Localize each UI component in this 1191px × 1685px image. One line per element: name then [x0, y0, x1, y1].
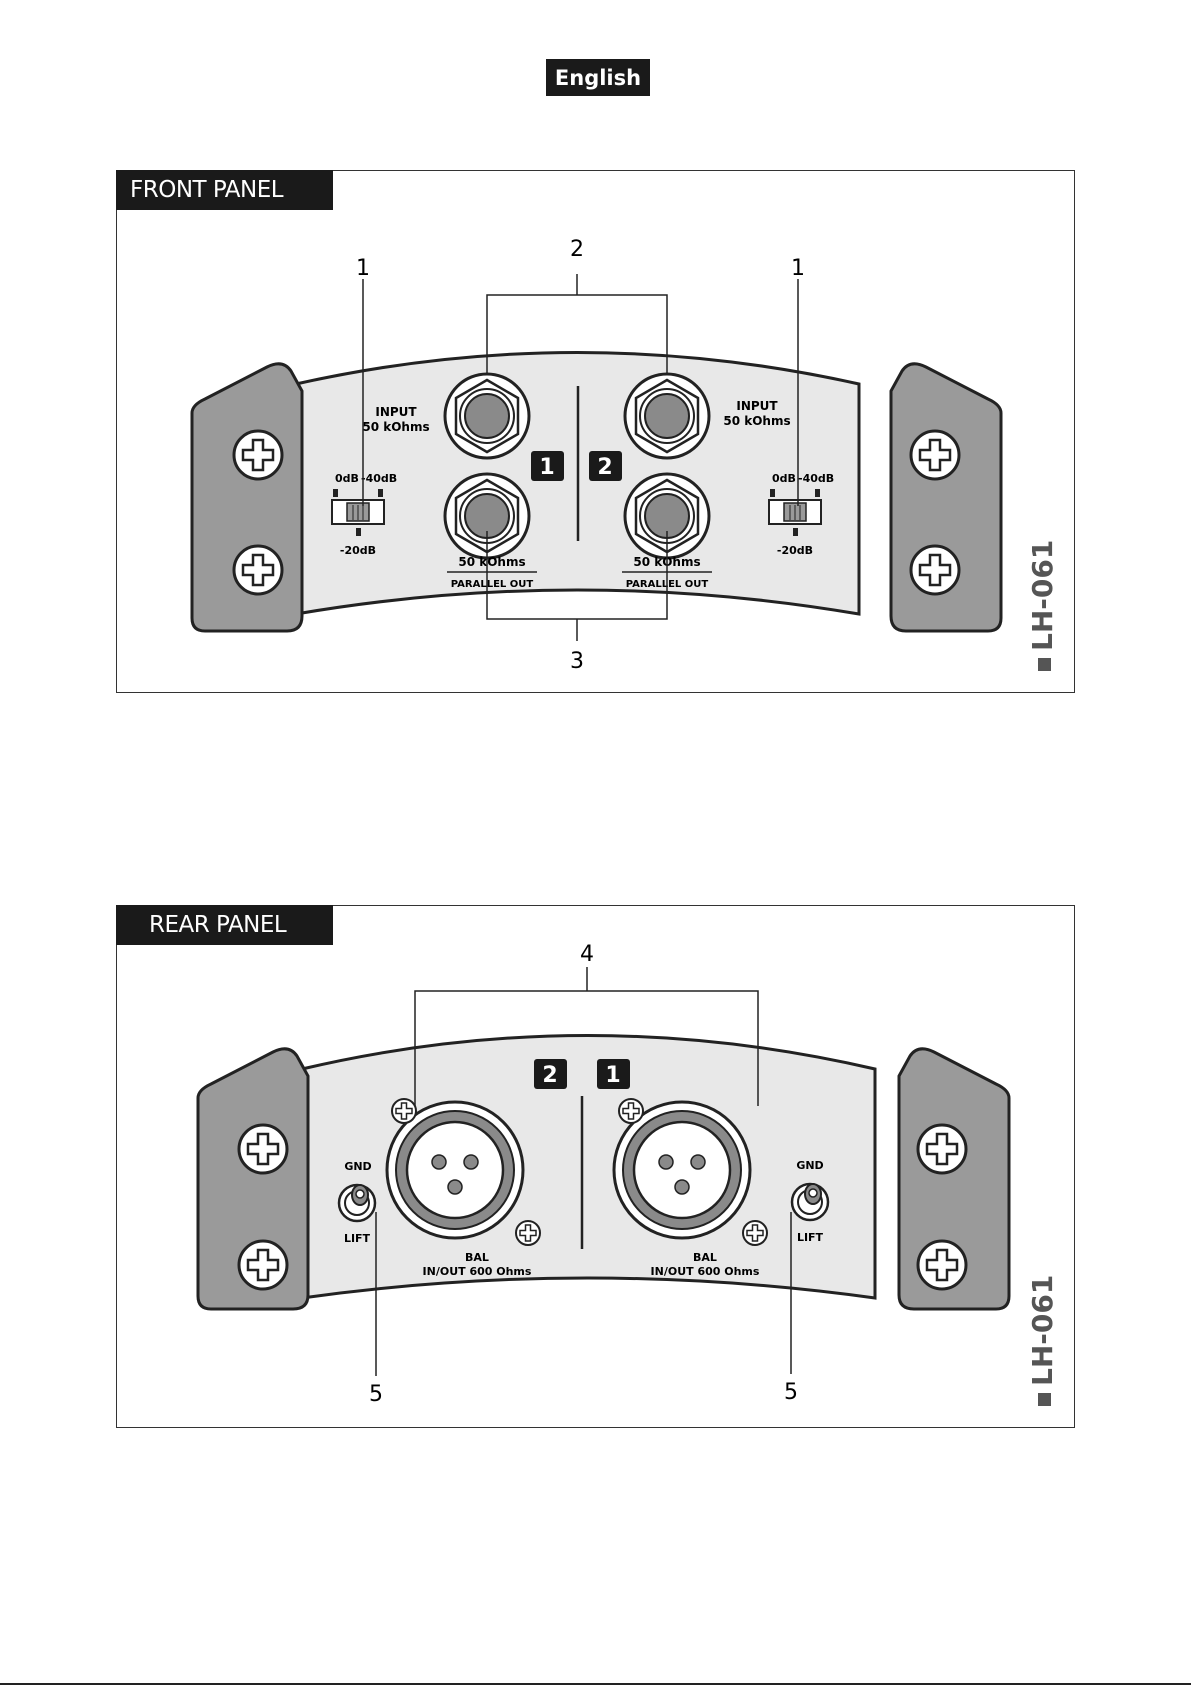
rear-screw-icon [239, 1125, 287, 1173]
parallel-out-label-right: PARALLEL OUT [625, 579, 709, 590]
input-label-left: INPUT [375, 405, 417, 419]
front-panel-title: FRONT PANEL [116, 170, 333, 210]
input-impedance-right: 50 kOhms [723, 414, 791, 428]
input-jack-1 [445, 374, 529, 458]
gnd-label-right: GND [796, 1159, 824, 1172]
pad-20db-right: -20dB [776, 544, 814, 557]
callout-1-right: 1 [791, 256, 805, 281]
gnd-lift-switch-right [792, 1184, 828, 1220]
front-screw-icon [234, 546, 282, 594]
front-panel-drawing [117, 171, 1076, 694]
pad-40db-left: -40dB [361, 472, 398, 485]
gnd-label-left: GND [344, 1160, 372, 1173]
rear-screw-icon [239, 1241, 287, 1289]
rear-panel-title: REAR PANEL [116, 905, 333, 945]
input-impedance-left: 50 kOhms [362, 420, 430, 434]
rear-screw-icon [918, 1125, 966, 1173]
callout-5-left: 5 [369, 1382, 383, 1407]
xlr-screw-icon [516, 1221, 540, 1245]
front-screw-icon [234, 431, 282, 479]
callout-2: 2 [570, 237, 584, 262]
rear-channel-2-badge: 2 [542, 1063, 558, 1088]
input-label-right: INPUT [736, 399, 778, 413]
callout-5-right: 5 [784, 1380, 798, 1405]
bal-label-right: BAL [693, 1251, 717, 1264]
pad-0db-left: 0dB [335, 472, 359, 485]
xlr-screw-icon [392, 1099, 416, 1123]
parallel-out-label-left: PARALLEL OUT [450, 579, 534, 590]
language-badge: English [546, 59, 650, 96]
rear-panel-figure [116, 905, 1075, 1428]
lift-label-right: LIFT [796, 1231, 824, 1244]
pad-20db-left: -20dB [339, 544, 377, 557]
pad-40db-right: -40dB [798, 472, 835, 485]
callout-3: 3 [570, 649, 584, 674]
rear-channel-1-badge: 1 [605, 1063, 621, 1088]
bal-label-left: BAL [465, 1251, 489, 1264]
pad-0db-right: 0dB [772, 472, 796, 485]
front-channel-2-badge: 2 [597, 455, 613, 480]
out-impedance-left: 50 kOhms [458, 555, 526, 569]
bal-sub-left: IN/OUT 600 Ohms [422, 1265, 532, 1278]
rear-screw-icon [918, 1241, 966, 1289]
gnd-lift-switch-left [339, 1185, 375, 1221]
front-screw-icon [911, 431, 959, 479]
out-impedance-right: 50 kOhms [633, 555, 701, 569]
rear-panel-drawing [117, 906, 1076, 1429]
front-channel-1-badge: 1 [539, 455, 555, 480]
lift-label-left: LIFT [343, 1232, 371, 1245]
front-screw-icon [911, 546, 959, 594]
front-model-label: LH-061 [1026, 539, 1059, 651]
callout-4: 4 [580, 942, 594, 967]
rear-model-label: LH-061 [1026, 1274, 1059, 1386]
callout-1-left: 1 [356, 256, 370, 281]
front-panel-figure [116, 170, 1075, 693]
bal-sub-right: IN/OUT 600 Ohms [650, 1265, 760, 1278]
input-jack-2 [625, 374, 709, 458]
xlr-screw-icon [743, 1221, 767, 1245]
xlr-screw-icon [619, 1099, 643, 1123]
